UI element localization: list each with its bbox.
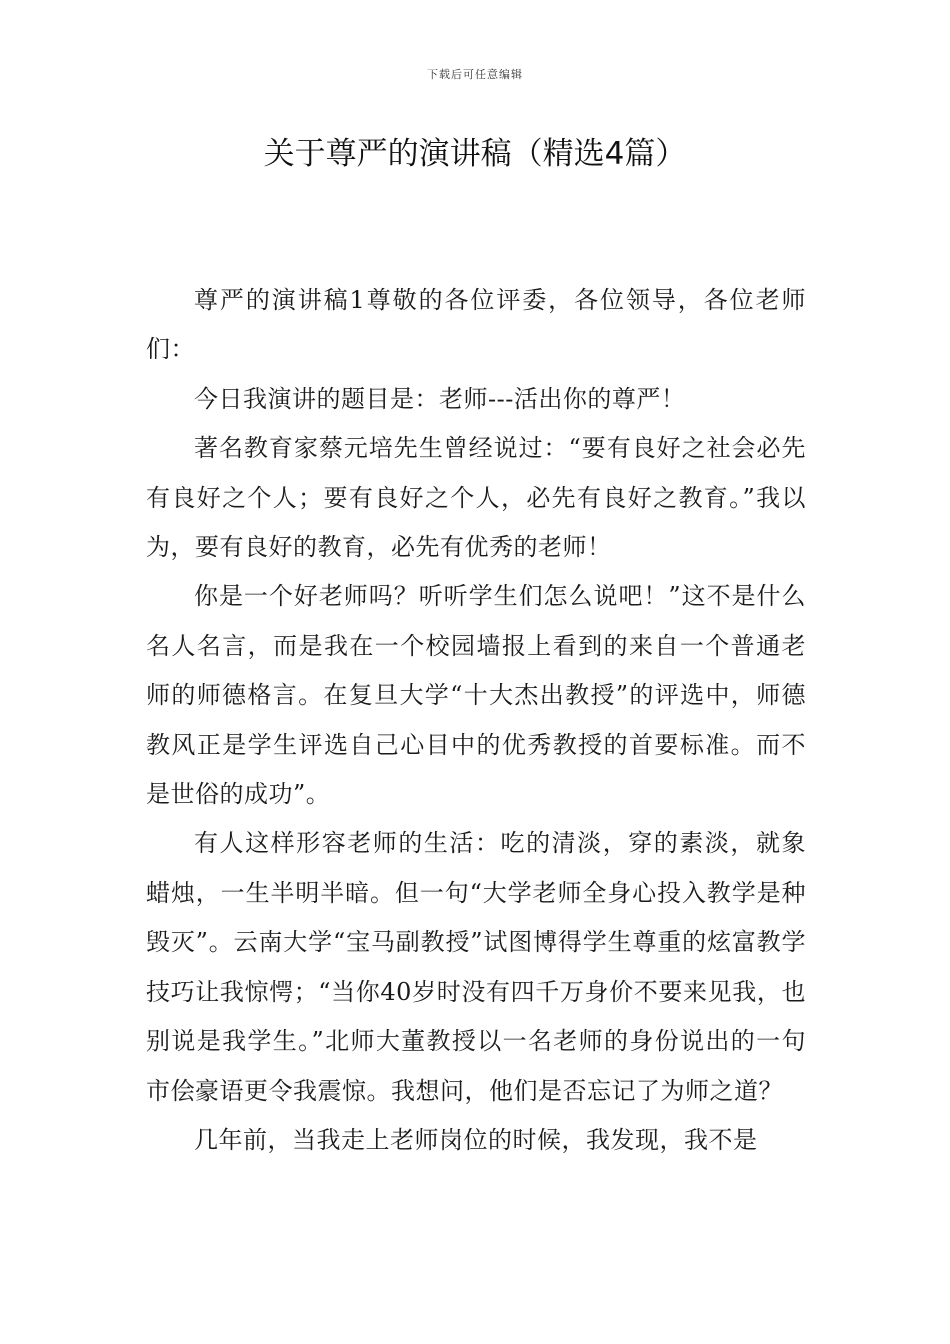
paragraph: 有人这样形容老师的生活：吃的清淡，穿的素淡，就象蜡烛，一生半明半暗。但一句“大学老师全身心投入教学是种毁灭”。云南大学“宝马副教授”试图博得学生尊重的炫富教学技巧让我惊愕；“当你40岁时没有四千万身价不要来见我，也别说是我学生。”北师大董教授以一名老师的身份说出的一句市侩豪语更令我震惊。我想问，他们是否忘记了为师之道？ — [146, 829, 806, 1105]
paragraph: 你是一个好老师吗？听听学生们怎么说吧！”这不是什么名人名言，而是我在一个校园墙报上看到的来自一个普通老师的师德格言。在复旦大学“十大杰出教授”的评选中，师德教风正是学生评选自己心目中的优秀教授的首要标准。而不是世俗的成功”。 — [146, 582, 806, 809]
paragraph: 著名教育家蔡元培先生曾经说过：“要有良好之社会必先有良好之个人；要有良好之个人，必先有良好之教育。”我以为，要有良好的教育，必先有优秀的老师！ — [146, 434, 806, 562]
paragraph: 今日我演讲的题目是：老师---活出你的尊严！ — [194, 384, 686, 413]
document-title: 关于尊严的演讲稿（精选4篇） — [263, 136, 687, 172]
header-note: 下载后可任意编辑 — [427, 68, 523, 81]
paragraph: 尊严的演讲稿1尊敬的各位评委，各位领导，各位老师们： — [146, 286, 806, 364]
document-body — [146, 276, 806, 1165]
paragraph: 几年前，当我走上老师岗位的时候，我发现，我不是 — [194, 1125, 758, 1154]
